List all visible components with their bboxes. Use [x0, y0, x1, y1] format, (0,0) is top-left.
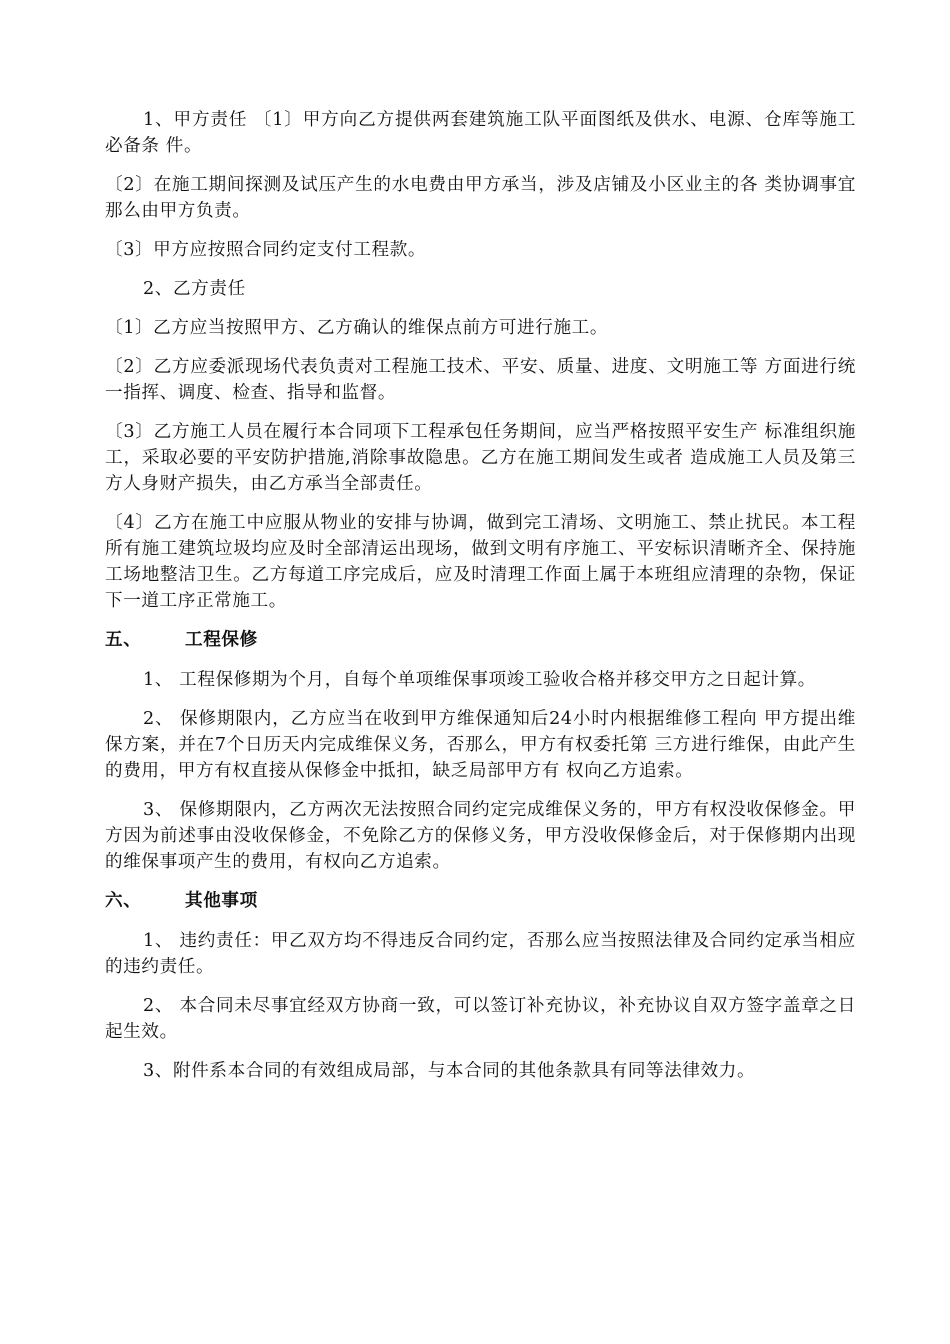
warranty-item-3: 3、 保修期限内，乙方两次无法按照合同约定完成维保义务的，甲方有权没收保修金。甲方因为前述事由没收保修金，不免除乙方的保修义务，甲方没收保修金后，对于保修期内出现的维保事项产生的费用，有权向乙方追索。 — [105, 800, 856, 872]
warranty-item-1: 1、 工程保修期为个月，自每个单项维保事项竣工验收合格并移交甲方之日起计算。 — [143, 670, 816, 690]
section-6-title: 其他事项 — [185, 891, 258, 911]
party-b-duty-item-1: 〔1〕乙方应当按照甲方、乙方确认的维保点前方可进行施工。 — [105, 318, 609, 338]
other-item-3: 3、附件系本合同的有效组成局部，与本合同的其他条款具有同等法律效力。 — [143, 1061, 756, 1081]
section-5-number: 五、 — [105, 630, 142, 650]
party-a-duty-item-3: 〔3〕甲方应按照合同约定支付工程款。 — [105, 240, 427, 260]
party-b-duty-heading: 2、乙方责任 — [143, 279, 246, 299]
party-b-duty-item-2: 〔2〕乙方应委派现场代表负责对工程施工技术、平安、质量、进度、文明施工等 方面进行统一指挥、调度、检查、指导和监督。 — [105, 357, 856, 403]
other-item-1: 1、 违约责任：甲乙双方均不得违反合同约定，否那么应当按照法律及合同约定承当相应的违约责任。 — [105, 931, 856, 977]
section-6-number: 六、 — [105, 891, 142, 911]
warranty-item-2: 2、 保修期限内，乙方应当在收到甲方维保通知后24小时内根据维修工程向 甲方提出维保方案，并在7个日历天内完成维保义务，否那么，甲方有权委托第 三方进行维保，由此产生的费用，甲方有权直接从保修金中抵扣，缺乏局部甲方有 权向乙方追索。 — [105, 709, 856, 781]
document-body — [105, 107, 856, 1097]
party-b-duty-item-3: 〔3〕乙方施工人员在履行本合同项下工程承包任务期间，应当严格按照平安生产 标准组织施工，采取必要的平安防护措施,消除事故隐患。乙方在施工期间发生或者 造成施工人员及第三方人身财产损失，由乙方承当全部责任。 — [105, 422, 856, 494]
section-5-title: 工程保修 — [185, 630, 258, 650]
party-a-duty-item-1: 1、甲方责任 〔1〕甲方向乙方提供两套建筑施工队平面图纸及供水、电源、仓库等施工必备条 件。 — [105, 110, 856, 156]
party-a-duty-item-2: 〔2〕在施工期间探测及试压产生的水电费由甲方承当，涉及店铺及小区业主的各 类协调事宜那么由甲方负责。 — [105, 175, 856, 221]
section-5-heading — [105, 627, 856, 653]
party-b-duty-item-4: 〔4〕乙方在施工中应服从物业的安排与协调，做到完工清场、文明施工、禁止扰民。本工程所有施工建筑垃圾均应及时全部清运出现场，做到文明有序施工、平安标识清晰齐全、保持施工场地整洁卫生。乙方每道工序完成后，应及时清理工作面上属于本班组应清理的杂物，保证下一道工序正常施工。 — [105, 513, 856, 611]
other-item-2: 2、 本合同未尽事宜经双方协商一致，可以签订补充协议，补充协议自双方签字盖章之日起生效。 — [105, 996, 856, 1042]
section-6-heading — [105, 888, 856, 914]
